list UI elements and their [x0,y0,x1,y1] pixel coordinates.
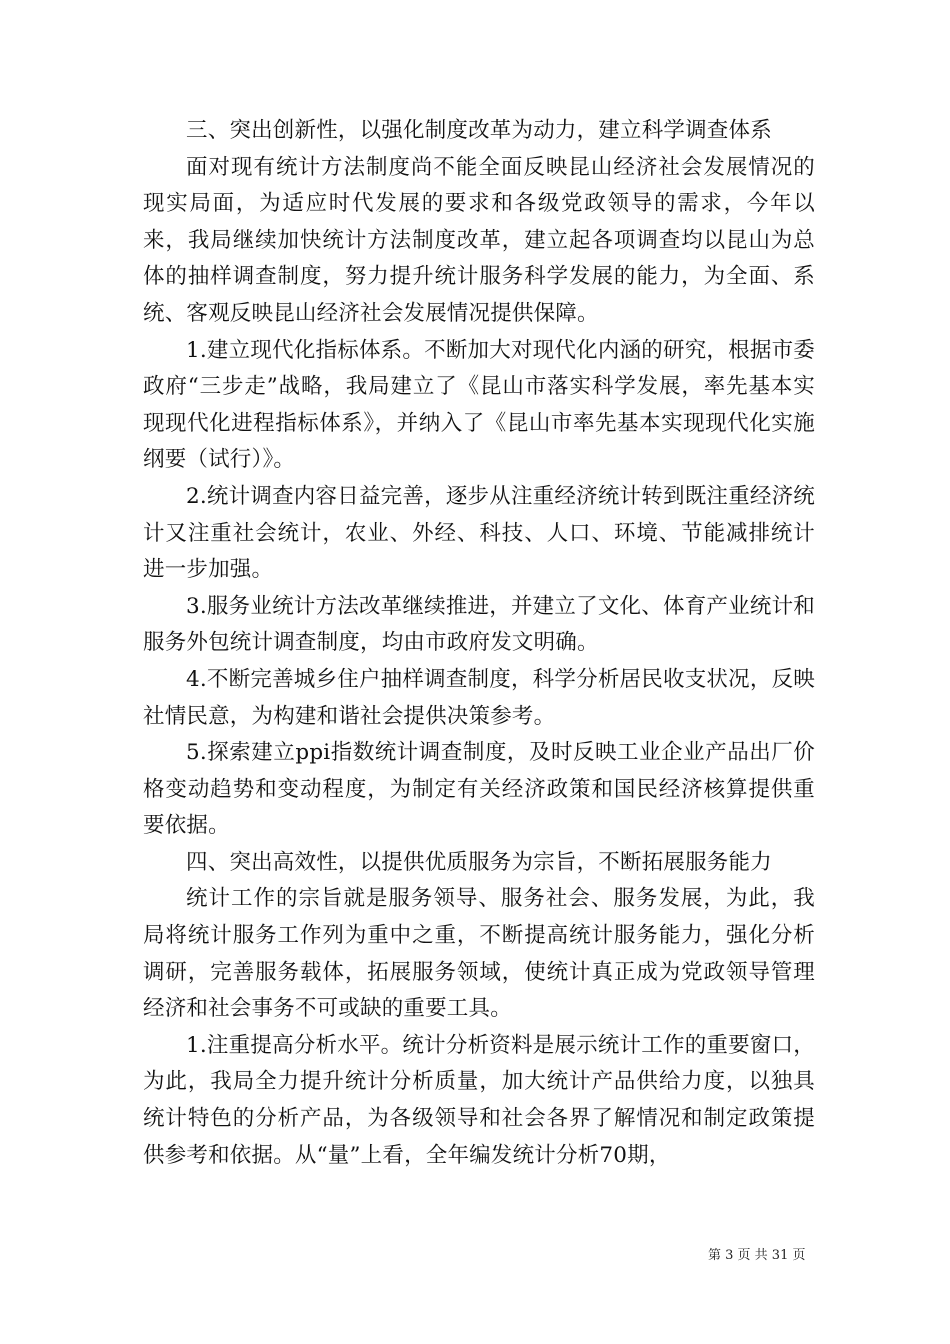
page-number: 第 3 页 共 31 页 [708,1248,806,1263]
list-item-3: 3.服务业统计方法改革继续推进，并建立了文化、体育产业统计和服务外包统计调查制度，均由市政府发文明确。 [143,593,815,656]
list-item-1: 1.注重提高分析水平。统计分析资料是展示统计工作的重要窗口，为此，我局全力提升统计分析质量，加大统计产品供给力度，以独具统计特色的分析产品，为各级领导和社会各界了解情况和制定政策提供参考和依据。从“量”上看，全年编发统计分析70期， [143,1032,815,1168]
list-item-2: 2.统计调查内容日益完善，逐步从注重经济统计转到既注重经济统计又注重社会统计，农业、外经、科技、人口、环境、节能减排统计进一步加强。 [143,483,815,583]
paragraph: 面对现有统计方法制度尚不能全面反映昆山经济社会发展情况的现实局面，为适应时代发展的要求和各级党政领导的需求，今年以来，我局继续加快统计方法制度改革，建立起各项调查均以昆山为总体的抽样调查制度，努力提升统计服务科学发展的能力，为全面、系统、客观反映昆山经济社会发展情况提供保障。 [143,154,815,326]
paragraph: 统计工作的宗旨就是服务领导、服务社会、服务发展，为此，我局将统计服务工作列为重中之重，不断提高统计服务能力，强化分析调研，完善服务载体，拓展服务领域，使统计真正成为党政领导管理经济和社会事务不可或缺的重要工具。 [143,886,815,1022]
section-heading-3: 三、突出创新性，以强化制度改革为动力，建立科学调查体系 [186,118,772,143]
list-item-1: 1.建立现代化指标体系。不断加大对现代化内涵的研究，根据市委政府“三步走”战略，我局建立了《昆山市落实科学发展，率先基本实现现代化进程指标体系》，并纳入了《昆山市率先基本实现现代化实施纲要（试行）》。 [143,337,815,473]
list-item-5: 5.探索建立ppi指数统计调查制度，及时反映工业企业产品出厂价格变动趋势和变动程度，为制定有关经济政策和国民经济核算提供重要依据。 [143,740,815,839]
document-body [143,113,815,1174]
list-item-4: 4.不断完善城乡住户抽样调查制度，科学分析居民收支状况，反映社情民意，为构建和谐社会提供决策参考。 [143,666,815,729]
section-heading-4: 四、突出高效性，以提供优质服务为宗旨，不断拓展服务能力 [186,849,772,875]
